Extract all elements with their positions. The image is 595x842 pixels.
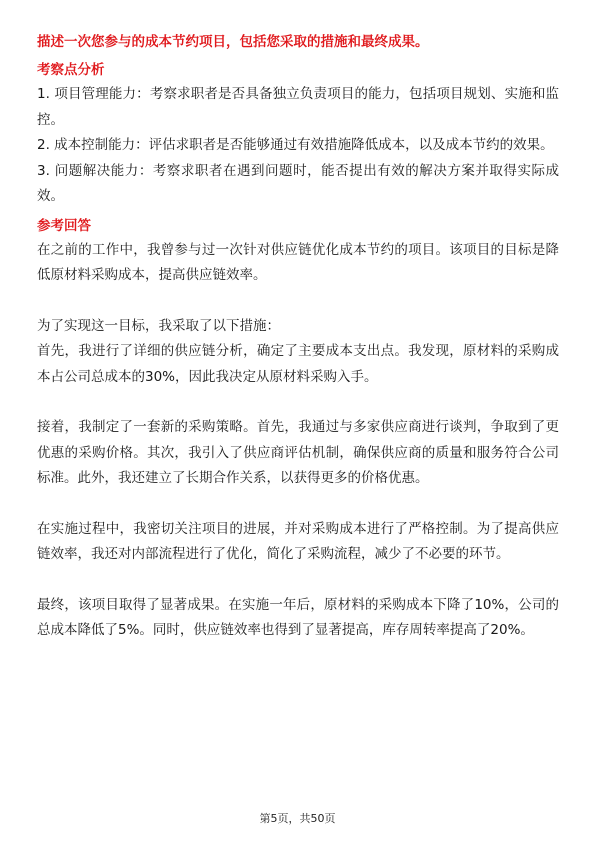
- answer-paragraph: 接着，我制定了一套新的采购策略。首先，我通过与多家供应商进行谈判，争取到了更优惠的采购价格。其次，我引入了供应商评估机制，确保供应商的质量和服务符合公司标准。此外，我还建立了长期合作关系，以获得更多的价格优惠。: [37, 419, 559, 486]
- page-content: [37, 30, 559, 644]
- analysis-heading: 考察点分析: [37, 62, 105, 78]
- answer-body: [37, 238, 559, 644]
- answer-paragraph: 最终，该项目取得了显著成果。在实施一年后，原材料的采购成本下降了10%，公司的总成本降低了5%。同时，供应链效率也得到了显著提高，库存周转率提高了20%。: [37, 596, 559, 638]
- analysis-item: 3. 问题解决能力：考察求职者在遇到问题时，能否提出有效的解决方案并取得实际成效。: [37, 162, 559, 204]
- analysis-list: [37, 82, 559, 210]
- page-number-label: 第5页，共50页: [259, 812, 336, 825]
- analysis-item: 1. 项目管理能力：考察求职者是否具备独立负责项目的能力，包括项目规划、实施和监控。: [37, 86, 559, 128]
- answer-paragraph: 为了实现这一目标，我采取了以下措施：: [37, 317, 280, 334]
- analysis-item: 2. 成本控制能力：评估求职者是否能够通过有效措施降低成本，以及成本节约的效果。: [37, 137, 554, 153]
- question-title: 描述一次您参与的成本节约项目，包括您采取的措施和最终成果。: [37, 34, 429, 50]
- answer-paragraph: 首先，我进行了详细的供应链分析，确定了主要成本支出点。我发现，原材料的采购成本占公司总成本的30%，因此我决定从原材料采购入手。: [37, 343, 559, 385]
- page-footer: [0, 810, 595, 826]
- answer-heading: 参考回答: [37, 217, 91, 234]
- answer-paragraph: 在实施过程中，我密切关注项目的进展，并对采购成本进行了严格控制。为了提高供应链效率，我还对内部流程进行了优化，简化了采购流程，减少了不必要的环节。: [37, 520, 559, 562]
- answer-paragraph: 在之前的工作中，我曾参与过一次针对供应链优化成本节约的项目。该项目的目标是降低原材料采购成本，提高供应链效率。: [37, 241, 559, 283]
